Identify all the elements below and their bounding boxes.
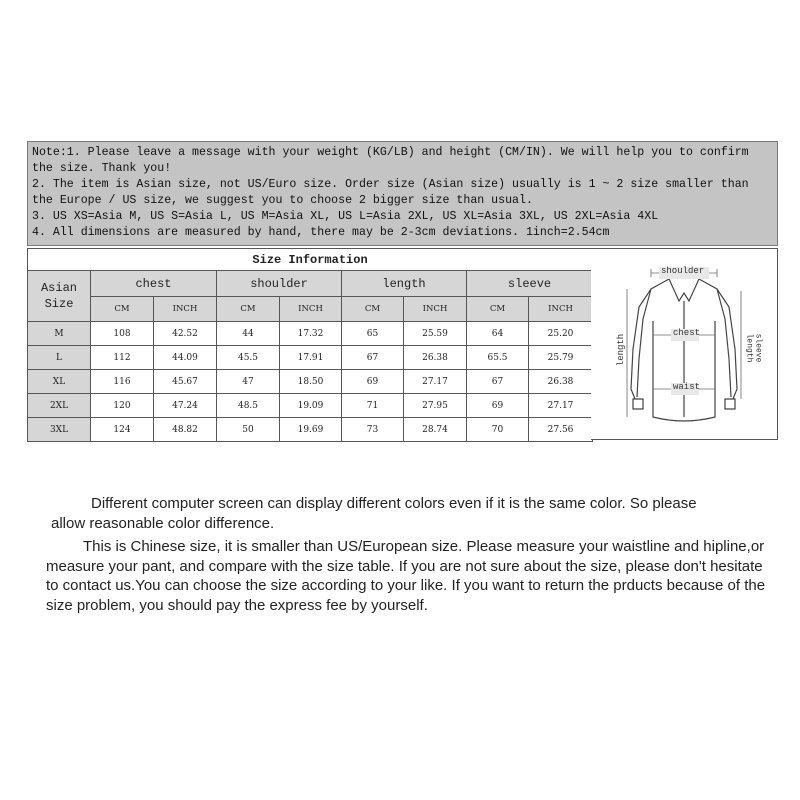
size-notice-line-4: size problem, you should pay the express fee by yourself. (46, 596, 428, 614)
size-notice-line-2: measure your pant, and compare with the size table. If you are not sure about the size, please don't hesitate (46, 557, 763, 575)
size-cell: XL (28, 370, 91, 394)
note-line-6: 4. All dimensions are measured by hand, there may be 2-3cm deviations. 1inch=2.54cm (32, 226, 610, 239)
measure-cell: 69 (467, 394, 529, 418)
size-table-wrap (27, 248, 592, 440)
measure-cell: 50 (217, 418, 280, 442)
unit-inch: INCH (529, 297, 593, 322)
size-table (27, 248, 593, 442)
unit-cm: CM (217, 297, 280, 322)
measure-cell: 45.67 (154, 370, 217, 394)
measure-cell: 65 (342, 322, 404, 346)
measure-cell: 116 (91, 370, 154, 394)
size-cell: 2XL (28, 394, 91, 418)
table-row (28, 322, 593, 346)
label-sleeve: sleeve (753, 333, 763, 363)
unit-cm: CM (342, 297, 404, 322)
label-chest: chest (673, 328, 701, 338)
measure-cell: 17.32 (280, 322, 342, 346)
measure-cell: 27.17 (529, 394, 593, 418)
measure-cell: 18.50 (280, 370, 342, 394)
table-row (28, 394, 593, 418)
measure-cell: 26.38 (404, 346, 467, 370)
table-row (28, 346, 593, 370)
measure-cell: 73 (342, 418, 404, 442)
measure-cell: 44.09 (154, 346, 217, 370)
size-notice (46, 537, 794, 615)
size-cell: M (28, 322, 91, 346)
label-waist: waist (673, 382, 701, 392)
measure-cell: 28.74 (404, 418, 467, 442)
label-sleeve-len: length (744, 333, 754, 363)
note-line-2: the size. Thank you! (32, 162, 172, 175)
unit-cm: CM (91, 297, 154, 322)
measure-cell: 47 (217, 370, 280, 394)
measure-cell: 42.52 (154, 322, 217, 346)
note-box (27, 141, 778, 246)
measure-cell: 48.5 (217, 394, 280, 418)
unit-inch: INCH (280, 297, 342, 322)
header-shoulder: shoulder (217, 271, 342, 297)
measure-cell: 64 (467, 322, 529, 346)
size-label: Size (44, 297, 74, 311)
note-line-3: 2. The item is Asian size, not US/Euro size. Order size (Asian size) usually is 1 ~ 2 size smaller than (32, 178, 749, 191)
note-line-4: the Europe / US size, we suggest you to choose 2 bigger size than usual. (32, 194, 533, 207)
size-rows (28, 322, 593, 442)
measure-cell: 67 (342, 346, 404, 370)
size-notice-line-3: to contact us.You can choose the size according to your like. If you want to return the prducts because of the (46, 577, 766, 594)
color-notice (51, 494, 781, 533)
unit-inch: INCH (404, 297, 467, 322)
measure-cell: 45.5 (217, 346, 280, 370)
measure-cell: 27.17 (404, 370, 467, 394)
measure-cell: 112 (91, 346, 154, 370)
measure-cell: 19.09 (280, 394, 342, 418)
measure-cell: 47.24 (154, 394, 217, 418)
measure-cell: 19.69 (280, 418, 342, 442)
measure-cell: 44 (217, 322, 280, 346)
size-cell: L (28, 346, 91, 370)
size-notice-line-1: This is Chinese size, it is smaller than US/European size. Please measure your waistline and hipline,or (83, 538, 765, 555)
measure-cell: 26.38 (529, 370, 593, 394)
measure-cell: 108 (91, 322, 154, 346)
note-line-1: Note:1. Please leave a message with your weight (KG/LB) and height (CM/IN). We will help you to confirm (32, 146, 749, 159)
measure-cell: 25.79 (529, 346, 593, 370)
measure-cell: 17.91 (280, 346, 342, 370)
label-sleeve-length (744, 334, 762, 363)
measure-cell: 48.82 (154, 418, 217, 442)
unit-cm: CM (467, 297, 529, 322)
table-row (28, 418, 593, 442)
header-sleeve: sleeve (467, 271, 593, 297)
table-row (28, 370, 593, 394)
note-line-5: 3. US XS=Asia M, US S=Asia L, US M=Asia XL, US L=Asia 2XL, US XL=Asia 3XL, US 2XL=Asia 4XL (32, 210, 659, 223)
header-length: length (342, 271, 467, 297)
measure-cell: 27.56 (529, 418, 593, 442)
shirt-diagram (591, 248, 778, 440)
measure-cell: 120 (91, 394, 154, 418)
measure-cell: 25.20 (529, 322, 593, 346)
asian-label: Asian (40, 281, 77, 295)
measure-cell: 27.95 (404, 394, 467, 418)
asian-size-header (28, 271, 91, 322)
color-notice-line-2: allow reasonable color difference. (51, 514, 275, 532)
measure-cell: 67 (467, 370, 529, 394)
size-cell: 3XL (28, 418, 91, 442)
measure-cell: 71 (342, 394, 404, 418)
measure-cell: 69 (342, 370, 404, 394)
unit-inch: INCH (154, 297, 217, 322)
measure-cell: 65.5 (467, 346, 529, 370)
label-length: length (616, 333, 627, 367)
table-title: Size Information (28, 249, 593, 271)
label-shoulder: shoulder (661, 266, 705, 276)
color-notice-line-1: Different computer screen can display different colors even if it is the same color. So please (91, 495, 697, 512)
measure-cell: 124 (91, 418, 154, 442)
measure-cell: 70 (467, 418, 529, 442)
header-chest: chest (91, 271, 217, 297)
measure-cell: 25.59 (404, 322, 467, 346)
